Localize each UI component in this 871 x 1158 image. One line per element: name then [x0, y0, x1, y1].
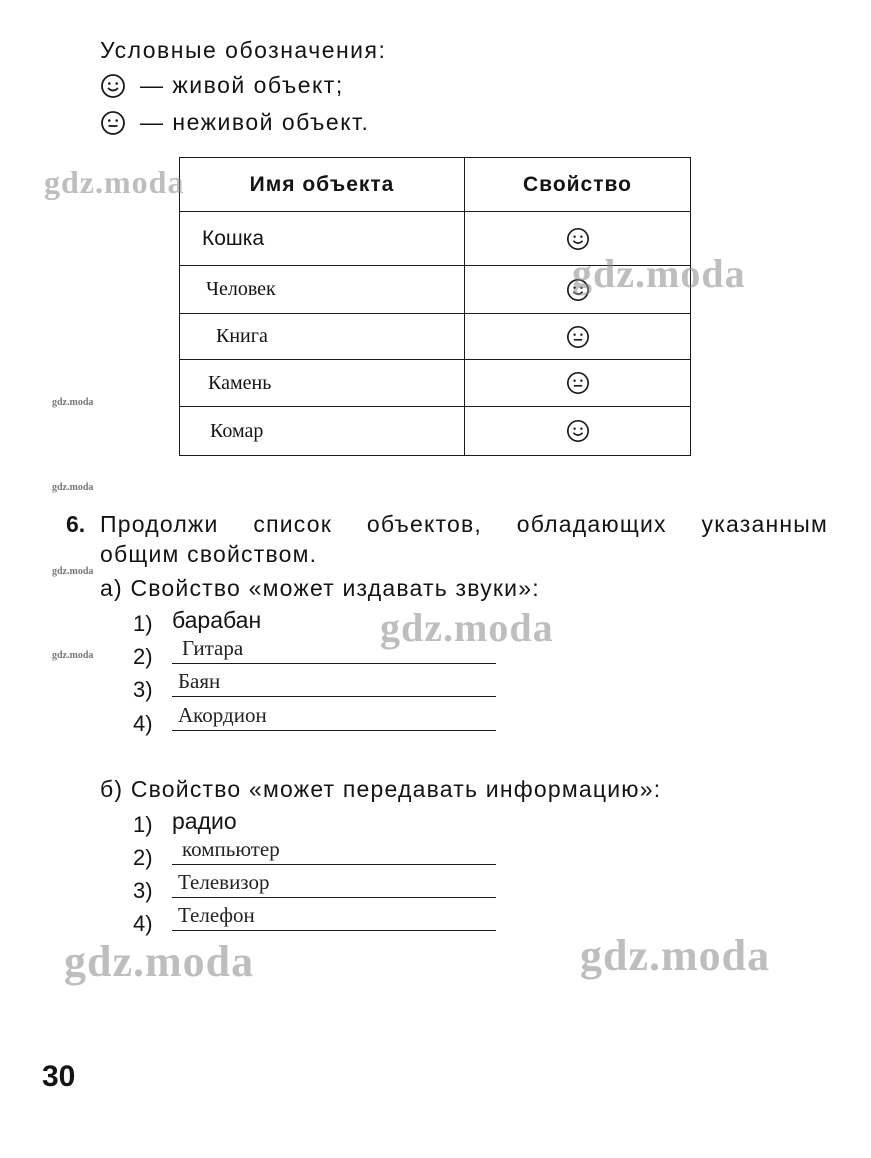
list-item-handwritten-answer: Баян [178, 669, 221, 693]
table-row [180, 360, 691, 407]
list-item-handwritten-answer: Акордион [178, 703, 267, 727]
list-item-handwritten-answer: Телевизор [178, 870, 270, 894]
smile-icon [566, 227, 590, 251]
list-item-handwritten-answer: Гитара [182, 636, 244, 660]
object-name: Человек [180, 266, 465, 314]
properties-table [179, 157, 691, 456]
header-name: Имя объекта [180, 158, 465, 212]
item-number: 2) [133, 845, 153, 870]
item-number: 3) [133, 878, 153, 903]
item-number: 1) [133, 611, 153, 636]
watermark-small: gdz.moda [52, 482, 94, 493]
item-number: 3) [133, 677, 153, 702]
object-name: Кошка [180, 212, 465, 266]
list-item-handwritten-answer: Телефон [178, 903, 255, 927]
legend-living-label: — живой объект; [140, 72, 344, 98]
item-number: 1) [133, 812, 153, 837]
answer-line [172, 864, 496, 865]
answer-line [172, 730, 496, 731]
answer-line [172, 696, 496, 697]
list-item-handwritten-answer: компьютер [182, 837, 280, 861]
watermark-small: gdz.moda [52, 650, 94, 661]
object-property [465, 360, 691, 407]
task-text-line1: Продолжи список объектов, обладающих указанным [100, 511, 828, 537]
header-property: Свойство [465, 158, 691, 212]
watermark: gdz.moda [380, 605, 554, 650]
neutral-icon [566, 371, 590, 395]
table-row [180, 407, 691, 456]
neutral-icon [100, 110, 126, 136]
neutral-icon [566, 325, 590, 349]
page-number: 30 [42, 1060, 76, 1093]
answer-line [172, 897, 496, 898]
part-a-title: а) Свойство «может издавать звуки»: [100, 575, 540, 601]
table-row [180, 314, 691, 360]
smile-icon [566, 419, 590, 443]
object-name: Комар [180, 407, 465, 456]
answer-line [172, 930, 496, 931]
object-name: Камень [180, 360, 465, 407]
item-number: 4) [133, 911, 153, 936]
watermark: gdz.moda [44, 164, 185, 200]
answer-line [172, 663, 496, 664]
watermark-small: gdz.moda [52, 566, 94, 577]
object-property [465, 407, 691, 456]
part-b-title: б) Свойство «может передавать информацию»: [100, 776, 662, 802]
item-number: 4) [133, 711, 153, 736]
task-text-line2: общим свойством. [100, 541, 318, 567]
legend-living [100, 72, 344, 99]
legend-nonliving [100, 109, 369, 136]
watermark-small: gdz.moda [52, 397, 94, 408]
object-name: Книга [180, 314, 465, 360]
table-header-row [180, 158, 691, 212]
legend-title: Условные обозначения: [100, 37, 387, 63]
list-item-printed: барабан [172, 607, 262, 633]
watermark: gdz.moda [580, 931, 771, 980]
list-item-printed: радио [172, 808, 237, 834]
legend-nonliving-label: — неживой объект. [140, 109, 370, 135]
watermark: gdz.moda [64, 937, 255, 986]
smile-icon [100, 73, 126, 99]
object-property [465, 314, 691, 360]
watermark: gdz.moda [572, 251, 746, 296]
task-number: 6. [66, 511, 86, 537]
item-number: 2) [133, 644, 153, 669]
